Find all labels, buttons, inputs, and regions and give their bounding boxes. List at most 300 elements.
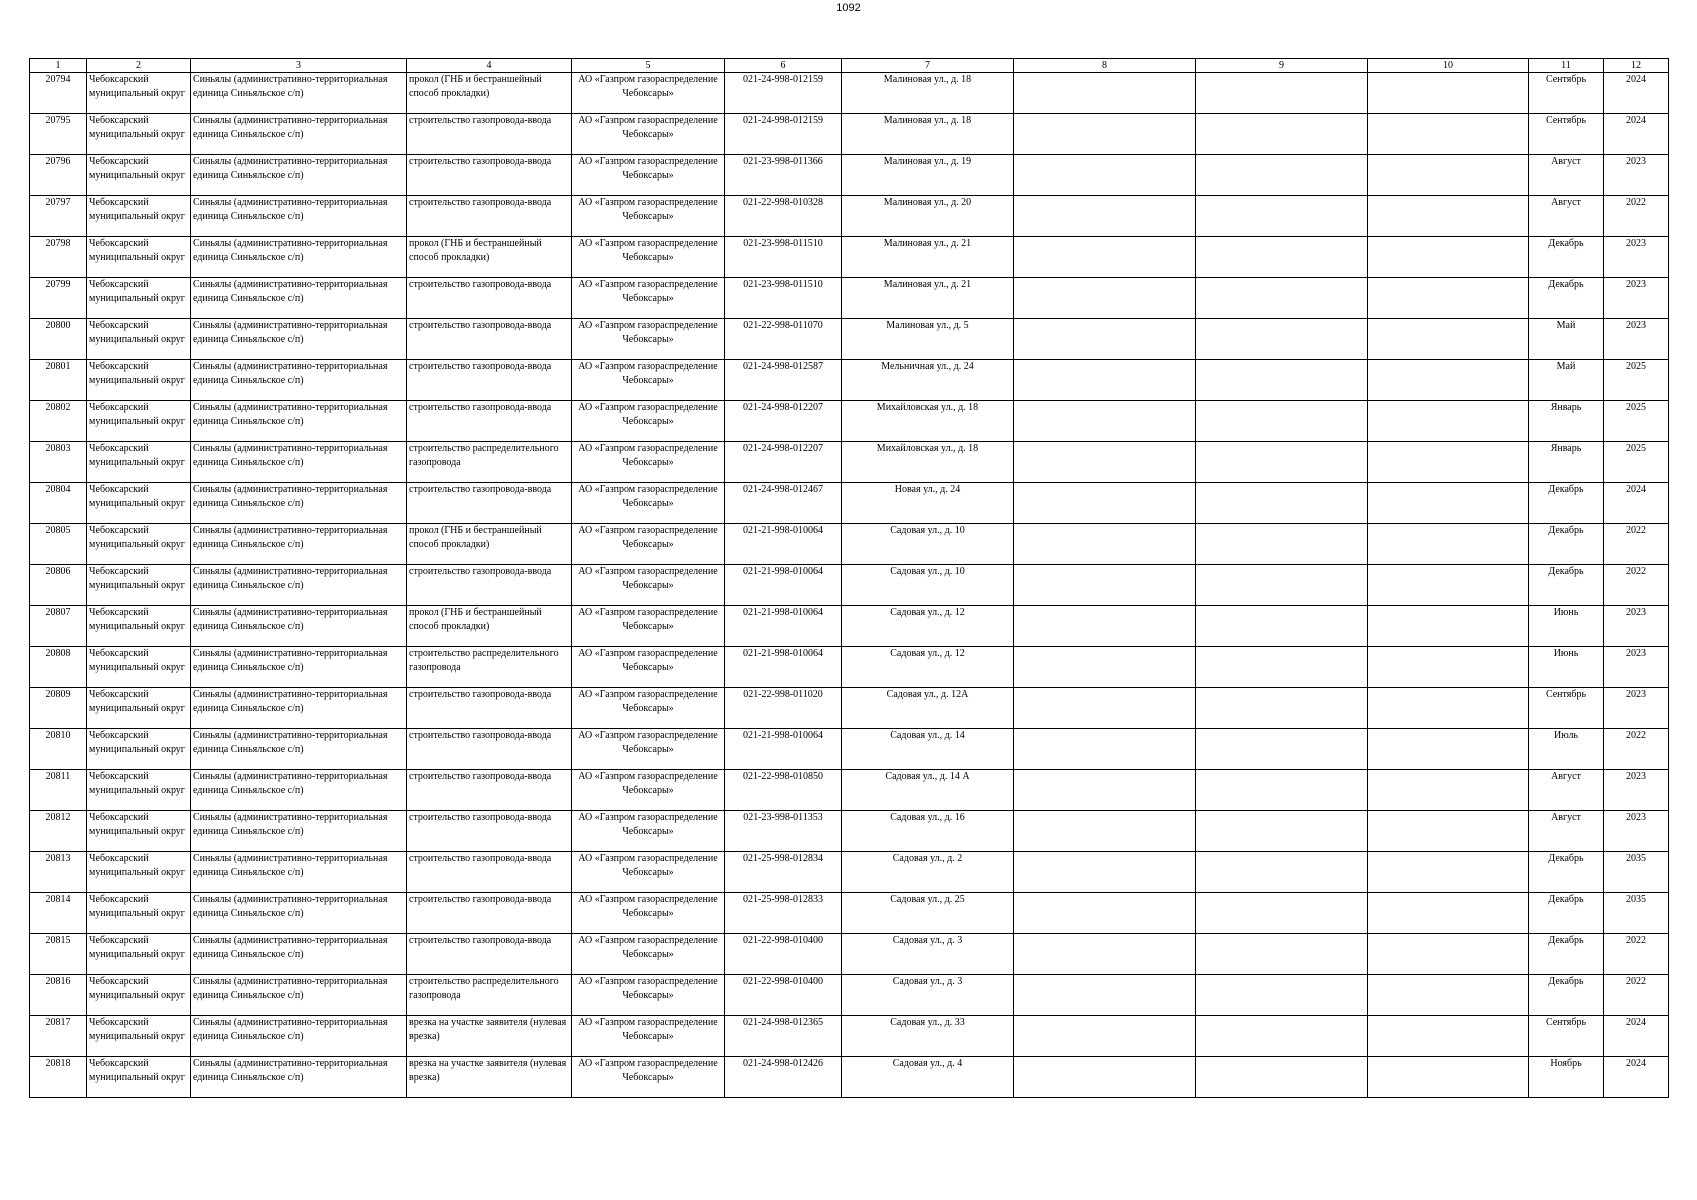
record-number xyxy=(30,565,87,606)
record-number-text: 20795 xyxy=(45,115,71,126)
month-cell-text: Сентябрь xyxy=(1545,1017,1587,1028)
address-cell-text: Садовая ул., д. 33 xyxy=(890,1017,965,1028)
year-cell xyxy=(1604,196,1669,237)
work-type-cell-text: прокол (ГНБ и бестраншейный способ прокладки) xyxy=(409,74,542,99)
year-cell xyxy=(1604,360,1669,401)
locality-cell xyxy=(191,401,407,442)
district-cell xyxy=(87,483,191,524)
object-code-cell xyxy=(725,893,842,934)
month-cell xyxy=(1529,483,1604,524)
column-9-cell xyxy=(1196,729,1368,770)
column-10-cell xyxy=(1368,278,1529,319)
month-cell-text: Сентябрь xyxy=(1545,689,1587,700)
column-10-cell xyxy=(1368,237,1529,278)
year-cell xyxy=(1604,729,1669,770)
organization-cell-text: АО «Газпром газораспределение Чебоксары» xyxy=(578,402,718,427)
month-cell-text: Декабрь xyxy=(1548,935,1584,946)
column-8-cell xyxy=(1014,524,1196,565)
object-code-cell-text: 021-21-998-010064 xyxy=(743,607,823,618)
year-cell xyxy=(1604,73,1669,114)
address-cell xyxy=(842,278,1014,319)
work-type-cell-text: строительство газопровода-ввода xyxy=(409,279,552,290)
organization-cell-text: АО «Газпром газораспределение Чебоксары» xyxy=(578,935,718,960)
work-type-cell-text: строительство газопровода-ввода xyxy=(409,320,552,331)
column-9-cell xyxy=(1196,442,1368,483)
address-cell xyxy=(842,237,1014,278)
work-type-cell-text: строительство газопровода-ввода xyxy=(409,812,552,823)
address-cell xyxy=(842,401,1014,442)
month-cell-text: Январь xyxy=(1550,443,1582,454)
column-10-cell xyxy=(1368,319,1529,360)
record-number-text: 20804 xyxy=(45,484,71,495)
locality-cell xyxy=(191,73,407,114)
column-9-cell xyxy=(1196,811,1368,852)
column-9-cell xyxy=(1196,606,1368,647)
district-cell-text: Чебоксарский муниципальный округ xyxy=(89,730,185,755)
column-number-10: 10 xyxy=(1368,59,1529,73)
district-cell xyxy=(87,278,191,319)
table-row xyxy=(30,360,1669,401)
object-code-cell-text: 021-24-998-012587 xyxy=(743,361,823,372)
record-number xyxy=(30,1057,87,1098)
object-code-cell xyxy=(725,606,842,647)
month-cell-text: Декабрь xyxy=(1548,976,1584,987)
organization-cell-text: АО «Газпром газораспределение Чебоксары» xyxy=(578,648,718,673)
column-number-6: 6 xyxy=(725,59,842,73)
month-cell-text: Сентябрь xyxy=(1545,74,1587,85)
record-number-text: 20801 xyxy=(45,361,71,372)
column-8-cell xyxy=(1014,319,1196,360)
table-row xyxy=(30,401,1669,442)
year-cell-text: 2022 xyxy=(1626,525,1646,536)
locality-cell-text: Синьялы (административно-территориальная единица Синьяльское с/п) xyxy=(193,607,388,632)
district-cell xyxy=(87,114,191,155)
month-cell-text: Август xyxy=(1551,812,1581,823)
year-cell-text: 2023 xyxy=(1626,607,1646,618)
work-type-cell-text: прокол (ГНБ и бестраншейный способ прокладки) xyxy=(409,607,542,632)
month-cell xyxy=(1529,1057,1604,1098)
work-type-cell xyxy=(407,647,572,688)
address-cell xyxy=(842,975,1014,1016)
work-type-cell-text: прокол (ГНБ и бестраншейный способ прокладки) xyxy=(409,525,542,550)
record-number xyxy=(30,811,87,852)
object-code-cell xyxy=(725,155,842,196)
record-number xyxy=(30,360,87,401)
address-cell xyxy=(842,155,1014,196)
locality-cell-text: Синьялы (административно-территориальная единица Синьяльское с/п) xyxy=(193,853,388,878)
column-9-cell xyxy=(1196,770,1368,811)
address-cell-text: Садовая ул., д. 12 xyxy=(890,607,965,618)
address-cell-text: Садовая ул., д. 25 xyxy=(890,894,965,905)
organization-cell xyxy=(572,688,725,729)
table-row xyxy=(30,442,1669,483)
work-type-cell xyxy=(407,524,572,565)
year-cell xyxy=(1604,565,1669,606)
organization-cell xyxy=(572,1057,725,1098)
page-number: 1092 xyxy=(836,2,861,14)
year-cell-text: 2023 xyxy=(1626,689,1646,700)
table-row xyxy=(30,852,1669,893)
district-cell-text: Чебоксарский муниципальный округ xyxy=(89,156,185,181)
year-cell xyxy=(1604,401,1669,442)
column-number-3: 3 xyxy=(191,59,407,73)
locality-cell-text: Синьялы (административно-территориальная единица Синьяльское с/п) xyxy=(193,74,388,99)
object-code-cell-text: 021-22-998-010400 xyxy=(743,935,823,946)
month-cell-text: Декабрь xyxy=(1548,238,1584,249)
object-code-cell xyxy=(725,524,842,565)
month-cell xyxy=(1529,73,1604,114)
locality-cell-text: Синьялы (административно-территориальная единица Синьяльское с/п) xyxy=(193,238,388,263)
object-code-cell xyxy=(725,1057,842,1098)
year-cell xyxy=(1604,524,1669,565)
organization-cell xyxy=(572,811,725,852)
object-code-cell-text: 021-23-998-011510 xyxy=(743,238,823,249)
district-cell-text: Чебоксарский муниципальный округ xyxy=(89,853,185,878)
locality-cell-text: Синьялы (административно-территориальная единица Синьяльское с/п) xyxy=(193,771,388,796)
month-cell xyxy=(1529,319,1604,360)
year-cell-text: 2025 xyxy=(1626,361,1646,372)
organization-cell xyxy=(572,934,725,975)
organization-cell-text: АО «Газпром газораспределение Чебоксары» xyxy=(578,1017,718,1042)
year-cell-text: 2024 xyxy=(1626,115,1646,126)
district-cell xyxy=(87,893,191,934)
month-cell-text: Июнь xyxy=(1553,607,1579,618)
column-8-cell xyxy=(1014,565,1196,606)
record-number xyxy=(30,1016,87,1057)
month-cell-text: Декабрь xyxy=(1548,525,1584,536)
column-10-cell xyxy=(1368,483,1529,524)
locality-cell-text: Синьялы (административно-территориальная единица Синьяльское с/п) xyxy=(193,648,388,673)
address-cell-text: Мельничная ул., д. 24 xyxy=(881,361,974,372)
object-code-cell-text: 021-25-998-012833 xyxy=(743,894,823,905)
month-cell-text: Август xyxy=(1551,156,1581,167)
object-code-cell xyxy=(725,975,842,1016)
district-cell-text: Чебоксарский муниципальный округ xyxy=(89,361,185,386)
record-number xyxy=(30,975,87,1016)
month-cell-text: Июнь xyxy=(1553,648,1579,659)
record-number-text: 20813 xyxy=(45,853,71,864)
work-type-cell-text: строительство газопровода-ввода xyxy=(409,197,552,208)
record-number-text: 20808 xyxy=(45,648,71,659)
locality-cell-text: Синьялы (административно-территориальная единица Синьяльское с/п) xyxy=(193,894,388,919)
month-cell-text: Январь xyxy=(1550,402,1582,413)
column-10-cell xyxy=(1368,442,1529,483)
address-cell-text: Садовая ул., д. 14 xyxy=(890,730,965,741)
column-8-cell xyxy=(1014,688,1196,729)
column-8-cell xyxy=(1014,278,1196,319)
column-number-4: 4 xyxy=(407,59,572,73)
locality-cell-text: Синьялы (административно-территориальная единица Синьяльское с/п) xyxy=(193,156,388,181)
organization-cell-text: АО «Газпром газораспределение Чебоксары» xyxy=(578,771,718,796)
column-9-cell xyxy=(1196,196,1368,237)
district-cell xyxy=(87,688,191,729)
column-8-cell xyxy=(1014,729,1196,770)
locality-cell xyxy=(191,606,407,647)
district-cell-text: Чебоксарский муниципальный округ xyxy=(89,320,185,345)
locality-cell xyxy=(191,934,407,975)
work-type-cell-text: строительство газопровода-ввода xyxy=(409,730,552,741)
column-9-cell xyxy=(1196,934,1368,975)
column-8-cell xyxy=(1014,360,1196,401)
table-row xyxy=(30,196,1669,237)
work-type-cell xyxy=(407,442,572,483)
month-cell xyxy=(1529,852,1604,893)
month-cell xyxy=(1529,401,1604,442)
object-code-cell-text: 021-23-998-011366 xyxy=(743,156,823,167)
object-code-cell xyxy=(725,852,842,893)
district-cell-text: Чебоксарский муниципальный округ xyxy=(89,607,185,632)
column-number-1: 1 xyxy=(30,59,87,73)
organization-cell-text: АО «Газпром газораспределение Чебоксары» xyxy=(578,279,718,304)
district-cell xyxy=(87,196,191,237)
column-10-cell xyxy=(1368,524,1529,565)
record-number xyxy=(30,647,87,688)
organization-cell xyxy=(572,770,725,811)
locality-cell-text: Синьялы (административно-территориальная единица Синьяльское с/п) xyxy=(193,197,388,222)
work-type-cell-text: врезка на участке заявителя (нулевая врезка) xyxy=(409,1058,567,1083)
column-10-cell xyxy=(1368,934,1529,975)
work-type-cell-text: строительство газопровода-ввода xyxy=(409,689,552,700)
year-cell-text: 2022 xyxy=(1626,730,1646,741)
table-row xyxy=(30,729,1669,770)
organization-cell-text: АО «Газпром газораспределение Чебоксары» xyxy=(578,525,718,550)
column-10-cell xyxy=(1368,1016,1529,1057)
address-cell-text: Садовая ул., д. 10 xyxy=(890,525,965,536)
address-cell-text: Садовая ул., д. 12 xyxy=(890,648,965,659)
locality-cell xyxy=(191,565,407,606)
district-cell-text: Чебоксарский муниципальный округ xyxy=(89,402,185,427)
district-cell-text: Чебоксарский муниципальный округ xyxy=(89,197,185,222)
district-cell-text: Чебоксарский муниципальный округ xyxy=(89,279,185,304)
column-9-cell xyxy=(1196,893,1368,934)
column-9-cell xyxy=(1196,114,1368,155)
organization-cell-text: АО «Газпром газораспределение Чебоксары» xyxy=(578,853,718,878)
address-cell xyxy=(842,1016,1014,1057)
column-number-11: 11 xyxy=(1529,59,1604,73)
object-code-cell-text: 021-24-998-012207 xyxy=(743,443,823,454)
year-cell xyxy=(1604,688,1669,729)
year-cell-text: 2023 xyxy=(1626,812,1646,823)
month-cell-text: Декабрь xyxy=(1548,566,1584,577)
district-cell-text: Чебоксарский муниципальный округ xyxy=(89,812,185,837)
district-cell-text: Чебоксарский муниципальный округ xyxy=(89,894,185,919)
district-cell-text: Чебоксарский муниципальный округ xyxy=(89,238,185,263)
month-cell xyxy=(1529,975,1604,1016)
column-9-cell xyxy=(1196,360,1368,401)
column-8-cell xyxy=(1014,196,1196,237)
district-cell-text: Чебоксарский муниципальный округ xyxy=(89,484,185,509)
table-row xyxy=(30,647,1669,688)
year-cell xyxy=(1604,483,1669,524)
district-cell-text: Чебоксарский муниципальный округ xyxy=(89,935,185,960)
organization-cell-text: АО «Газпром газораспределение Чебоксары» xyxy=(578,156,718,181)
year-cell-text: 2024 xyxy=(1626,1058,1646,1069)
record-number-text: 20805 xyxy=(45,525,71,536)
work-type-cell xyxy=(407,483,572,524)
record-number xyxy=(30,606,87,647)
work-type-cell xyxy=(407,770,572,811)
district-cell-text: Чебоксарский муниципальный округ xyxy=(89,771,185,796)
record-number-text: 20812 xyxy=(45,812,71,823)
month-cell xyxy=(1529,565,1604,606)
work-type-cell-text: строительство газопровода-ввода xyxy=(409,156,552,167)
month-cell-text: Май xyxy=(1556,320,1576,331)
district-cell xyxy=(87,729,191,770)
locality-cell-text: Синьялы (административно-территориальная единица Синьяльское с/п) xyxy=(193,566,388,591)
work-type-cell xyxy=(407,852,572,893)
locality-cell xyxy=(191,196,407,237)
district-cell xyxy=(87,1057,191,1098)
object-code-cell xyxy=(725,770,842,811)
record-number-text: 20797 xyxy=(45,197,71,208)
column-8-cell xyxy=(1014,852,1196,893)
column-8-cell xyxy=(1014,1057,1196,1098)
year-cell xyxy=(1604,975,1669,1016)
year-cell-text: 2023 xyxy=(1626,320,1646,331)
year-cell xyxy=(1604,237,1669,278)
column-9-cell xyxy=(1196,401,1368,442)
locality-cell xyxy=(191,237,407,278)
address-cell xyxy=(842,606,1014,647)
organization-cell xyxy=(572,196,725,237)
table-row xyxy=(30,278,1669,319)
year-cell xyxy=(1604,114,1669,155)
object-code-cell-text: 021-23-998-011510 xyxy=(743,279,823,290)
work-type-cell-text: строительство газопровода-ввода xyxy=(409,361,552,372)
record-number xyxy=(30,278,87,319)
table-row xyxy=(30,114,1669,155)
address-cell-text: Малиновая ул., д. 21 xyxy=(883,279,972,290)
district-cell-text: Чебоксарский муниципальный округ xyxy=(89,648,185,673)
year-cell xyxy=(1604,442,1669,483)
object-code-cell-text: 021-21-998-010064 xyxy=(743,525,823,536)
object-code-cell-text: 021-22-998-010328 xyxy=(743,197,823,208)
locality-cell xyxy=(191,319,407,360)
month-cell xyxy=(1529,893,1604,934)
work-type-cell-text: прокол (ГНБ и бестраншейный способ прокладки) xyxy=(409,238,542,263)
locality-cell-text: Синьялы (административно-территориальная единица Синьяльское с/п) xyxy=(193,320,388,345)
table-row xyxy=(30,155,1669,196)
address-cell xyxy=(842,770,1014,811)
address-cell xyxy=(842,73,1014,114)
year-cell xyxy=(1604,278,1669,319)
record-number xyxy=(30,893,87,934)
district-cell xyxy=(87,975,191,1016)
year-cell-text: 2022 xyxy=(1626,935,1646,946)
organization-cell-text: АО «Газпром газораспределение Чебоксары» xyxy=(578,730,718,755)
column-number-5: 5 xyxy=(572,59,725,73)
object-code-cell xyxy=(725,196,842,237)
record-number xyxy=(30,442,87,483)
district-cell xyxy=(87,524,191,565)
address-cell xyxy=(842,729,1014,770)
work-type-cell-text: строительство газопровода-ввода xyxy=(409,115,552,126)
work-type-cell xyxy=(407,1057,572,1098)
column-8-cell xyxy=(1014,483,1196,524)
address-cell-text: Михайловская ул., д. 18 xyxy=(876,443,979,454)
record-number xyxy=(30,852,87,893)
organization-cell xyxy=(572,73,725,114)
work-type-cell xyxy=(407,196,572,237)
record-number xyxy=(30,114,87,155)
district-cell xyxy=(87,73,191,114)
organization-cell-text: АО «Газпром газораспределение Чебоксары» xyxy=(578,320,718,345)
month-cell-text: Декабрь xyxy=(1548,894,1584,905)
object-code-cell-text: 021-24-998-012159 xyxy=(743,115,823,126)
object-code-cell xyxy=(725,237,842,278)
column-number-12: 12 xyxy=(1604,59,1669,73)
organization-cell xyxy=(572,852,725,893)
column-9-cell xyxy=(1196,852,1368,893)
organization-cell-text: АО «Газпром газораспределение Чебоксары» xyxy=(578,197,718,222)
work-type-cell xyxy=(407,1016,572,1057)
year-cell-text: 2023 xyxy=(1626,279,1646,290)
record-number xyxy=(30,196,87,237)
address-cell-text: Малиновая ул., д. 21 xyxy=(883,238,972,249)
object-code-cell xyxy=(725,73,842,114)
year-cell xyxy=(1604,893,1669,934)
locality-cell xyxy=(191,360,407,401)
work-type-cell xyxy=(407,73,572,114)
district-cell xyxy=(87,606,191,647)
record-number xyxy=(30,73,87,114)
work-type-cell-text: строительство распределительного газопровода xyxy=(409,443,559,468)
locality-cell-text: Синьялы (административно-территориальная единица Синьяльское с/п) xyxy=(193,976,388,1001)
locality-cell xyxy=(191,114,407,155)
locality-cell-text: Синьялы (административно-территориальная единица Синьяльское с/п) xyxy=(193,1058,388,1083)
column-8-cell xyxy=(1014,975,1196,1016)
organization-cell-text: АО «Газпром газораспределение Чебоксары» xyxy=(578,812,718,837)
organization-cell xyxy=(572,483,725,524)
table-body xyxy=(30,73,1669,1098)
work-type-cell-text: строительство распределительного газопровода xyxy=(409,976,559,1001)
column-9-cell xyxy=(1196,647,1368,688)
column-10-cell xyxy=(1368,606,1529,647)
record-number-text: 20807 xyxy=(45,607,71,618)
locality-cell-text: Синьялы (административно-территориальная единица Синьяльское с/п) xyxy=(193,115,388,140)
year-cell xyxy=(1604,319,1669,360)
year-cell-text: 2022 xyxy=(1626,197,1646,208)
month-cell xyxy=(1529,360,1604,401)
work-type-cell xyxy=(407,729,572,770)
month-cell xyxy=(1529,606,1604,647)
organization-cell xyxy=(572,729,725,770)
work-type-cell xyxy=(407,237,572,278)
column-10-cell xyxy=(1368,729,1529,770)
column-8-cell xyxy=(1014,1016,1196,1057)
month-cell-text: Август xyxy=(1551,197,1581,208)
organization-cell xyxy=(572,565,725,606)
column-8-cell xyxy=(1014,811,1196,852)
object-code-cell-text: 021-22-998-011070 xyxy=(743,320,823,331)
column-8-cell xyxy=(1014,401,1196,442)
column-10-cell xyxy=(1368,401,1529,442)
table-row xyxy=(30,73,1669,114)
object-code-cell-text: 021-25-998-012834 xyxy=(743,853,823,864)
locality-cell-text: Синьялы (административно-территориальная единица Синьяльское с/п) xyxy=(193,279,388,304)
district-cell-text: Чебоксарский муниципальный округ xyxy=(89,1058,185,1083)
address-cell xyxy=(842,688,1014,729)
locality-cell-text: Синьялы (административно-территориальная единица Синьяльское с/п) xyxy=(193,730,388,755)
address-cell-text: Садовая ул., д. 12А xyxy=(886,689,969,700)
month-cell xyxy=(1529,196,1604,237)
work-type-cell xyxy=(407,155,572,196)
district-cell xyxy=(87,1016,191,1057)
table-row xyxy=(30,237,1669,278)
district-cell-text: Чебоксарский муниципальный округ xyxy=(89,1017,185,1042)
column-9-cell xyxy=(1196,975,1368,1016)
object-code-cell xyxy=(725,360,842,401)
